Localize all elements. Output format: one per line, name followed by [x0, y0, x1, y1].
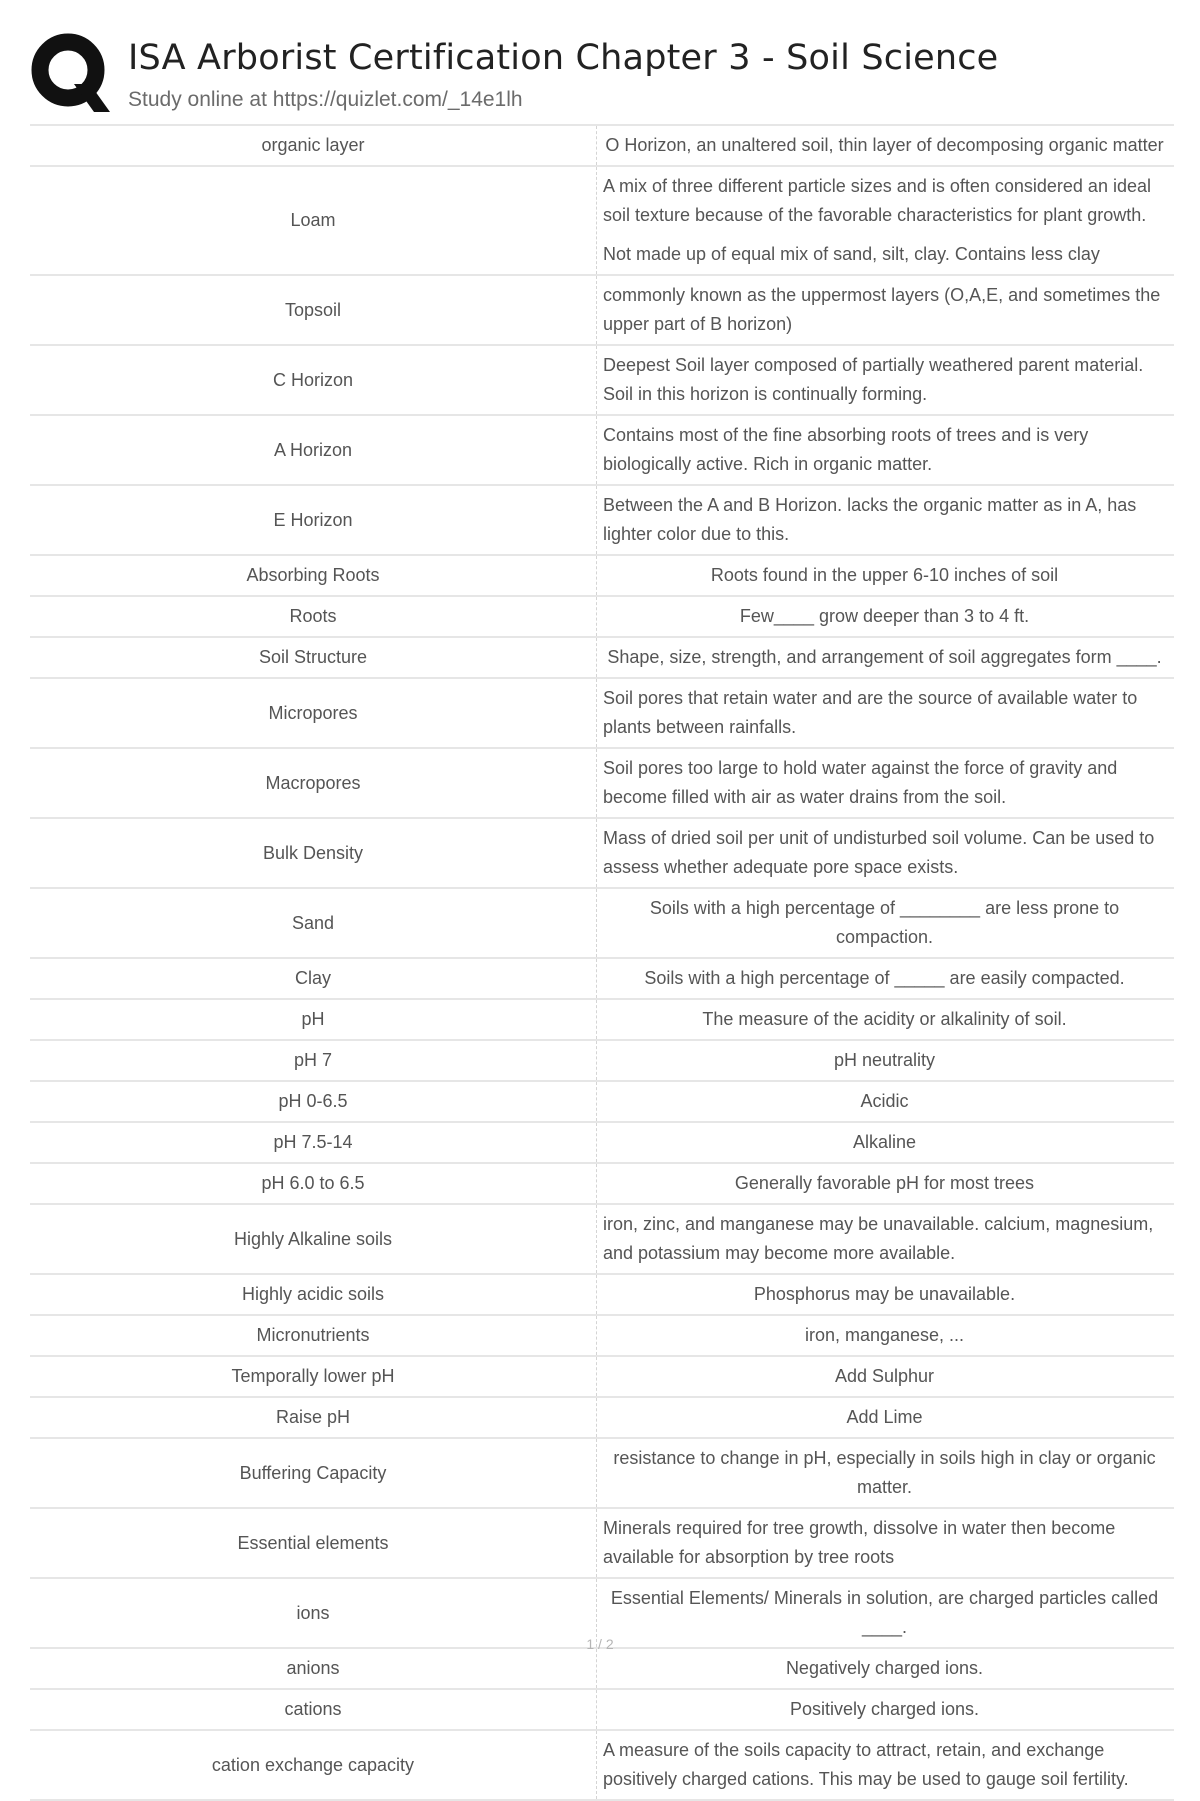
card-term: Micropores [30, 678, 597, 748]
card-term: E Horizon [30, 485, 597, 555]
flashcard-row [30, 748, 1174, 818]
definition-text: A measure of the soils capacity to attract, retain, and exchange positively charged cations. This may be used to gauge soil fertility. [603, 1740, 1129, 1789]
card-term: Loam [30, 166, 597, 275]
card-term: cation exchange capacity [30, 1730, 597, 1800]
definition-text: iron, zinc, and manganese may be unavailable. calcium, magnesium, and potassium may become more available. [603, 1214, 1154, 1263]
definition-text: pH neutrality [833, 1050, 936, 1070]
card-definition [597, 1689, 1175, 1730]
definition-text: Add Lime [846, 1407, 923, 1427]
card-term: Absorbing Roots [30, 555, 597, 596]
flashcard-table [30, 124, 1174, 1801]
flashcard-row [30, 345, 1174, 415]
flashcard-row [30, 485, 1174, 555]
flashcard-row [30, 1438, 1174, 1508]
definition-text: Soil pores that retain water and are the source of available water to plants between rainfalls. [603, 688, 1138, 737]
card-term: Highly Alkaline soils [30, 1204, 597, 1274]
page-header [30, 32, 1170, 122]
card-term: pH 0-6.5 [30, 1081, 597, 1122]
card-definition [597, 1274, 1175, 1315]
card-term: pH 7.5-14 [30, 1122, 597, 1163]
definition-text: Few____ grow deeper than 3 to 4 ft. [739, 606, 1030, 626]
card-term: pH [30, 999, 597, 1040]
card-definition [597, 1315, 1175, 1356]
card-definition [597, 275, 1175, 345]
flashcard-row [30, 166, 1174, 275]
definition-text: Roots found in the upper 6-10 inches of soil [710, 565, 1059, 585]
card-definition [597, 1508, 1175, 1578]
flashcard-row [30, 958, 1174, 999]
flashcard-row [30, 1122, 1174, 1163]
flashcard-row [30, 1508, 1174, 1578]
card-definition [597, 1730, 1175, 1800]
flashcard-row [30, 1689, 1174, 1730]
card-term: Buffering Capacity [30, 1438, 597, 1508]
flashcard-row [30, 1397, 1174, 1438]
definition-extra-text: Not made up of equal mix of sand, silt, clay. Contains less clay [603, 244, 1100, 264]
flashcard-row [30, 999, 1174, 1040]
card-term: Soil Structure [30, 637, 597, 678]
card-term: Macropores [30, 748, 597, 818]
card-term: Sand [30, 888, 597, 958]
card-definition [597, 1438, 1175, 1508]
definition-text: Negatively charged ions. [785, 1658, 984, 1678]
definition-text: Mass of dried soil per unit of undisturbed soil volume. Can be used to assess whether adequate pore space exists. [603, 828, 1155, 877]
card-definition [597, 415, 1175, 485]
card-term: Highly acidic soils [30, 1274, 597, 1315]
flashcard-row [30, 1040, 1174, 1081]
flashcard-row [30, 1356, 1174, 1397]
definition-text: Positively charged ions. [789, 1699, 980, 1719]
definition-text: Soils with a high percentage of ________ are less prone to compaction. [649, 898, 1120, 947]
card-definition [597, 1204, 1175, 1274]
card-term: organic layer [30, 125, 597, 166]
card-term: Micronutrients [30, 1315, 597, 1356]
definition-text: iron, manganese, ... [804, 1325, 965, 1345]
card-term: C Horizon [30, 345, 597, 415]
flashcard-row [30, 1315, 1174, 1356]
definition-text: Between the A and B Horizon. lacks the organic matter as in A, has lighter color due to this. [603, 495, 1137, 544]
card-term: Bulk Density [30, 818, 597, 888]
definition-text: Contains most of the fine absorbing roots of trees and is very biologically active. Rich in organic matter. [603, 425, 1089, 474]
card-definition [597, 1040, 1175, 1081]
card-definition [597, 999, 1175, 1040]
card-term: Raise pH [30, 1397, 597, 1438]
definition-text: O Horizon, an unaltered soil, thin layer of decomposing organic matter [605, 135, 1164, 155]
flashcard-row [30, 1163, 1174, 1204]
card-term: anions [30, 1648, 597, 1689]
study-online-link[interactable]: Study online at https://quizlet.com/_14e1lh [128, 88, 523, 111]
quizlet-logo-icon [30, 32, 110, 116]
card-term: Roots [30, 596, 597, 637]
flashcard-row [30, 637, 1174, 678]
definition-text: Deepest Soil layer composed of partially weathered parent material. Soil in this horizon is continually forming. [603, 355, 1144, 404]
card-term: Essential elements [30, 1508, 597, 1578]
page-number: 1 / 2 [586, 1636, 614, 1652]
flashcard-row [30, 888, 1174, 958]
definition-text: Essential Elements/ Minerals in solution, are charged particles called ____. [610, 1588, 1159, 1637]
card-term: pH 7 [30, 1040, 597, 1081]
flashcard-row [30, 1648, 1174, 1689]
card-definition [597, 1356, 1175, 1397]
card-definition [597, 678, 1175, 748]
flashcard-row [30, 1274, 1174, 1315]
page-title: ISA Arborist Certification Chapter 3 - Soil Science [128, 38, 999, 78]
card-term: ions [30, 1578, 597, 1648]
definition-text: A mix of three different particle sizes and is often considered an ideal soil texture because of the favorable characteristics for plant growth. [603, 176, 1151, 225]
definition-text: Acidic [860, 1091, 909, 1111]
definition-text: Shape, size, strength, and arrangement of soil aggregates form ____. [607, 647, 1162, 667]
card-definition [597, 555, 1175, 596]
flashcard-row [30, 678, 1174, 748]
definition-text: Add Sulphur [834, 1366, 935, 1386]
card-definition [597, 1081, 1175, 1122]
definition-text: Minerals required for tree growth, dissolve in water then become available for absorption by tree roots [603, 1518, 1116, 1567]
card-definition [597, 958, 1175, 999]
card-definition [597, 818, 1175, 888]
definition-text: Alkaline [852, 1132, 917, 1152]
card-definition [597, 485, 1175, 555]
flashcard-row [30, 125, 1174, 166]
card-definition [597, 888, 1175, 958]
flashcard-row [30, 1730, 1174, 1800]
flashcard-row [30, 555, 1174, 596]
flashcard-row [30, 596, 1174, 637]
card-definition [597, 637, 1175, 678]
card-definition [597, 345, 1175, 415]
card-term: pH 6.0 to 6.5 [30, 1163, 597, 1204]
definition-text: Generally favorable pH for most trees [734, 1173, 1035, 1193]
definition-text: Soil pores too large to hold water against the force of gravity and become filled with air as water drains from the soil. [603, 758, 1118, 807]
definition-text: commonly known as the uppermost layers (O,A,E, and sometimes the upper part of B horizon) [603, 285, 1161, 334]
card-definition [597, 1163, 1175, 1204]
card-term: A Horizon [30, 415, 597, 485]
card-term: Clay [30, 958, 597, 999]
flashcard-row [30, 415, 1174, 485]
card-definition [597, 1648, 1175, 1689]
card-term: Topsoil [30, 275, 597, 345]
definition-text: The measure of the acidity or alkalinity of soil. [702, 1009, 1067, 1029]
definition-text: Phosphorus may be unavailable. [753, 1284, 1016, 1304]
flashcard-row [30, 275, 1174, 345]
flashcard-row [30, 1081, 1174, 1122]
card-term: cations [30, 1689, 597, 1730]
card-definition [597, 1122, 1175, 1163]
card-definition [597, 748, 1175, 818]
card-definition [597, 596, 1175, 637]
definition-text: Soils with a high percentage of _____ are easily compacted. [644, 968, 1125, 988]
card-definition [597, 125, 1175, 166]
flashcard-row [30, 818, 1174, 888]
definition-text: resistance to change in pH, especially in soils high in clay or organic matter. [613, 1448, 1156, 1497]
card-definition [597, 166, 1175, 275]
card-definition [597, 1397, 1175, 1438]
card-term: Temporally lower pH [30, 1356, 597, 1397]
flashcard-row [30, 1204, 1174, 1274]
